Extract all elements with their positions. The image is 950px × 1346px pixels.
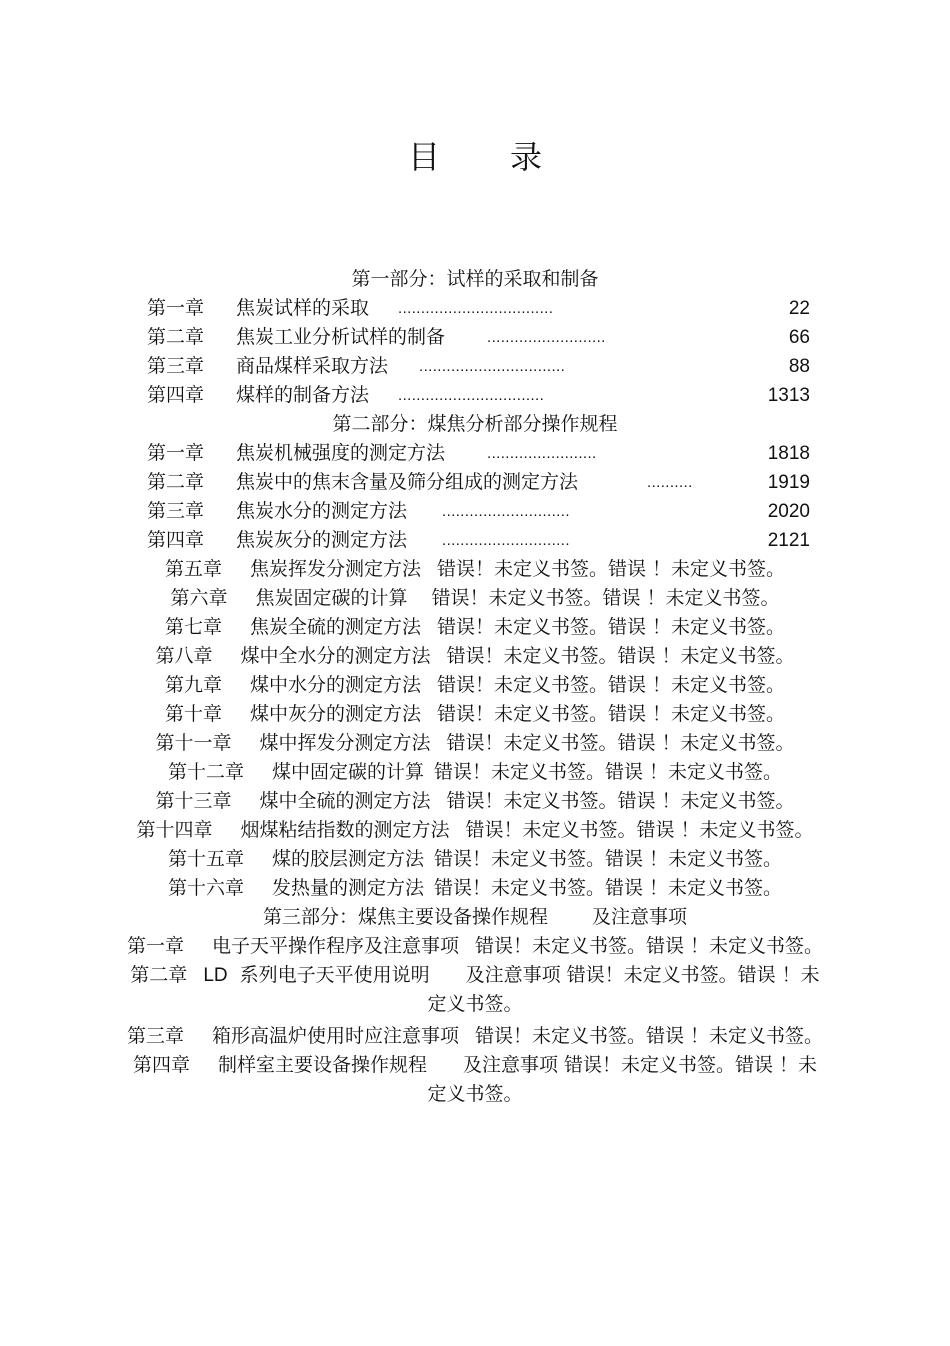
toc-chapter: 第四章 xyxy=(147,384,205,406)
toc-entry-error[interactable] xyxy=(0,874,950,903)
toc-page-number: 2121 xyxy=(767,530,810,551)
toc-chapter: 第十章 xyxy=(164,703,222,725)
toc-dots: ............................ xyxy=(442,532,570,549)
bookmark-error: 错误！未定义书签。错误 ！未定义书签。 xyxy=(465,819,814,841)
toc-chapter: 第三章 xyxy=(147,355,205,377)
toc-dots: .......................... xyxy=(487,329,606,346)
toc-page-number: 1313 xyxy=(767,385,810,406)
toc-entry-error[interactable] xyxy=(0,729,950,758)
toc-title-suffix: 及注意事项 xyxy=(462,1054,558,1076)
bookmark-error: 错误！未定义书签。错误 ！未 xyxy=(564,1054,818,1076)
title-char-2: 录 xyxy=(510,138,543,176)
toc-entry-error[interactable] xyxy=(0,671,950,700)
toc-title-suffix: 及注意事项 xyxy=(465,964,561,986)
toc-entry[interactable] xyxy=(0,439,950,468)
bookmark-error: 错误！未定义书签。错误 ！未定义书签。 xyxy=(446,790,795,812)
bookmark-error: 错误！未定义书签。错误 ！未定义书签。 xyxy=(446,732,795,754)
toc-title: 焦炭挥发分测定方法 xyxy=(249,558,421,580)
bookmark-error: 错误！未定义书签。错误 ！未 xyxy=(566,964,820,986)
toc-chapter: 第九章 xyxy=(164,674,222,696)
toc-chapter: 第一章 xyxy=(147,442,205,464)
toc-chapter: 第三章 xyxy=(147,500,205,522)
title-char-1: 目 xyxy=(407,138,440,176)
toc-entry-error[interactable] xyxy=(0,700,950,729)
bookmark-error: 错误！未定义书签。错误 ！未定义书签。 xyxy=(436,558,786,580)
toc-title: 煤中灰分的测定方法 xyxy=(249,703,421,725)
toc-chapter: 第十五章 xyxy=(167,848,244,870)
toc-dots: .......... xyxy=(647,474,693,491)
toc-title: 煤的胶层测定方法 xyxy=(271,848,424,870)
toc-page-number: 1818 xyxy=(767,443,810,464)
toc-title: 煤中固定碳的计算 xyxy=(271,761,424,783)
toc-title: 焦炭固定碳的计算 xyxy=(255,587,408,609)
toc-entry-error[interactable] xyxy=(0,787,950,816)
toc-title: 烟煤粘结指数的测定方法 xyxy=(240,819,450,841)
toc-title: 焦炭工业分析试样的制备 xyxy=(236,326,446,348)
toc-chapter: 第十二章 xyxy=(167,761,244,783)
toc-entry-error[interactable] xyxy=(0,1051,950,1080)
toc-chapter: 第五章 xyxy=(164,558,222,580)
toc-chapter: 第一章 xyxy=(126,935,184,957)
toc-title: 煤样的制备方法 xyxy=(236,384,370,406)
toc-entry-continuation: 定义书签。 xyxy=(427,1083,523,1105)
toc-dots: ................................ xyxy=(398,387,545,404)
toc-entry-error[interactable] xyxy=(0,642,950,671)
toc-title: 制样室主要设备操作规程 xyxy=(217,1054,427,1076)
toc-chapter: 第三章 xyxy=(126,1025,184,1047)
toc-title: 焦炭灰分的测定方法 xyxy=(236,529,408,551)
bookmark-error: 错误！未定义书签。错误 ！未定义书签。 xyxy=(436,703,786,725)
toc-title: 焦炭机械强度的测定方法 xyxy=(236,442,446,464)
toc-title-prefix: LD xyxy=(203,965,228,986)
toc-chapter: 第二章 xyxy=(147,471,205,493)
toc-page-number: 1919 xyxy=(767,472,810,493)
toc-entry[interactable] xyxy=(0,294,950,323)
toc-title: 焦炭全硫的测定方法 xyxy=(249,616,421,638)
toc-title: 煤中全硫的测定方法 xyxy=(259,790,431,812)
toc-dots: ................................ xyxy=(419,358,566,375)
bookmark-error: 错误！未定义书签。错误 ！未定义书签。 xyxy=(446,645,795,667)
toc-entry-error[interactable] xyxy=(0,932,950,961)
toc-entry-error[interactable] xyxy=(0,961,950,990)
toc-page-number: 22 xyxy=(788,298,810,319)
toc-chapter: 第七章 xyxy=(164,616,222,638)
toc-page-number: 2020 xyxy=(767,501,810,522)
toc-entry[interactable] xyxy=(0,381,950,410)
toc-entry[interactable] xyxy=(0,323,950,352)
bookmark-error: 错误！未定义书签。错误 ！未定义书签。 xyxy=(436,674,786,696)
toc-entry-error[interactable] xyxy=(0,1022,950,1051)
toc-entry[interactable] xyxy=(0,468,950,497)
toc-entry-error[interactable] xyxy=(0,584,950,613)
toc-chapter: 第十六章 xyxy=(167,877,244,899)
toc-title: 商品煤样采取方法 xyxy=(236,355,389,377)
toc-chapter: 第二章 xyxy=(130,964,188,986)
toc-page-number: 66 xyxy=(788,327,810,348)
toc-entry-error[interactable] xyxy=(0,613,950,642)
toc-chapter: 第八章 xyxy=(155,645,213,667)
bookmark-error: 错误！未定义书签。错误 ！未定义书签。 xyxy=(474,935,824,957)
page-title xyxy=(0,132,950,178)
toc-chapter: 第四章 xyxy=(132,1054,190,1076)
toc-title: 焦炭试样的采取 xyxy=(236,297,370,319)
part3-heading xyxy=(0,903,950,932)
toc-chapter: 第六章 xyxy=(170,587,228,609)
toc-title: 发热量的测定方法 xyxy=(271,877,424,899)
bookmark-error: 错误！未定义书签。错误 ！未定义书签。 xyxy=(433,877,783,899)
toc-title: 焦炭中的焦末含量及筛分组成的测定方法 xyxy=(236,471,579,493)
toc-entry-error[interactable] xyxy=(0,758,950,787)
bookmark-error: 错误！未定义书签。错误 ！未定义书签。 xyxy=(431,587,780,609)
toc-dots: ........................ xyxy=(487,445,597,462)
toc-entry[interactable] xyxy=(0,352,950,381)
toc-chapter: 第一章 xyxy=(147,297,205,319)
toc-chapter: 第二章 xyxy=(147,326,205,348)
bookmark-error: 错误！未定义书签。错误 ！未定义书签。 xyxy=(433,848,783,870)
toc-title: 电子天平操作程序及注意事项 xyxy=(211,935,459,957)
toc-chapter: 第十三章 xyxy=(155,790,232,812)
toc-title: 箱形高温炉使用时应注意事项 xyxy=(211,1025,459,1047)
toc-chapter: 第十一章 xyxy=(155,732,232,754)
part2-heading: 第二部分：煤焦分析部分操作规程 xyxy=(332,413,618,435)
toc-title: 系列电子天平使用说明 xyxy=(239,964,430,986)
part3-heading-suffix: 及注意事项 xyxy=(592,906,688,928)
toc-entry-error[interactable] xyxy=(0,845,950,874)
toc-entry-continuation: 定义书签。 xyxy=(427,993,523,1015)
toc-title: 煤中挥发分测定方法 xyxy=(259,732,431,754)
bookmark-error: 错误！未定义书签。错误 ！未定义书签。 xyxy=(436,616,786,638)
toc-entry[interactable] xyxy=(0,497,950,526)
toc-title: 煤中全水分的测定方法 xyxy=(240,645,431,667)
toc-entry-error[interactable] xyxy=(0,555,950,584)
toc-title: 焦炭水分的测定方法 xyxy=(236,500,408,522)
bookmark-error: 错误！未定义书签。错误 ！未定义书签。 xyxy=(433,761,783,783)
bookmark-error: 错误！未定义书签。错误 ！未定义书签。 xyxy=(474,1025,824,1047)
toc-title: 煤中水分的测定方法 xyxy=(249,674,421,696)
toc-dots: ............................ xyxy=(442,503,570,520)
part1-heading: 第一部分：试样的采取和制备 xyxy=(351,268,599,290)
part3-heading-main: 第三部分：煤焦主要设备操作规程 xyxy=(262,906,548,928)
toc-page-number: 88 xyxy=(788,356,810,377)
toc-dots: .................................. xyxy=(398,300,554,317)
toc-chapter: 第十四章 xyxy=(136,819,213,841)
toc-entry-error[interactable] xyxy=(0,816,950,845)
toc-chapter: 第四章 xyxy=(147,529,205,551)
toc-entry[interactable] xyxy=(0,526,950,555)
